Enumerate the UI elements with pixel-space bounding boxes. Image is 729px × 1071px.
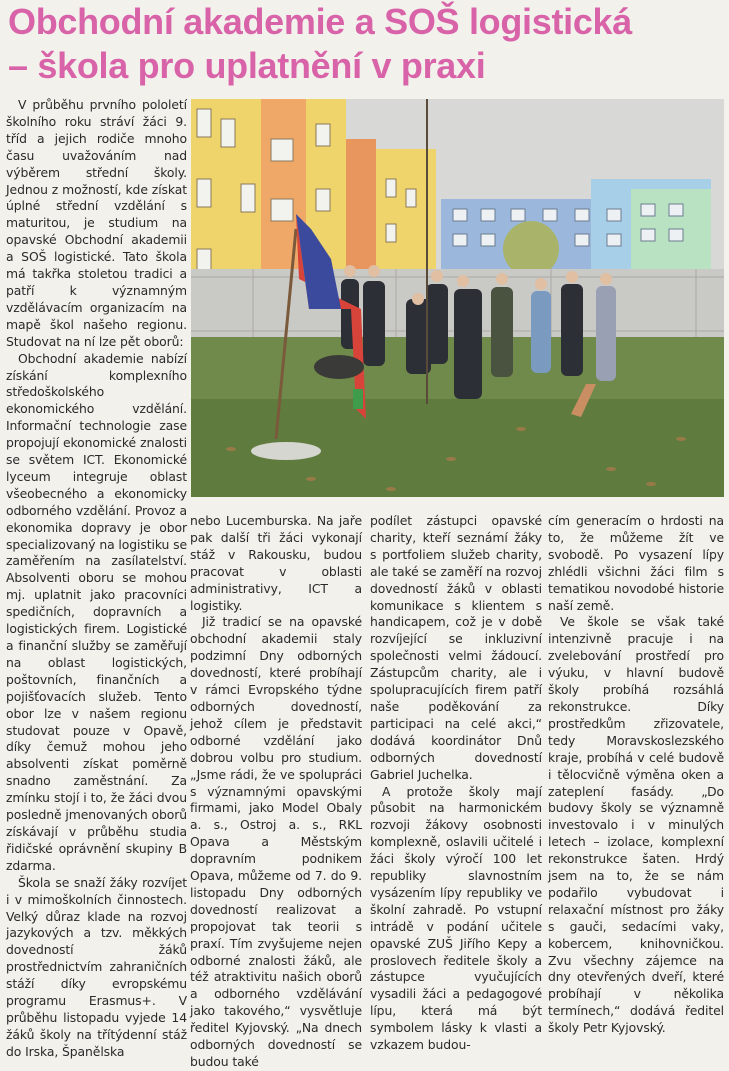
article-column-4 bbox=[548, 513, 724, 1037]
headline-line-2: – škola pro uplatnění v praxi bbox=[8, 45, 486, 86]
article-column-3 bbox=[370, 513, 542, 1054]
article-column-1 bbox=[6, 97, 187, 1061]
flag-base bbox=[251, 442, 321, 460]
paragraph: nebo Lucemburska. Na jaře pak další tři žáci vykonají stáž v Rakousku, budou pracovat v oblasti administrativy, ICT a logistiky. bbox=[190, 513, 362, 613]
paragraph: podílet zástupci opavské charity, kteří seznámí žáky s portfoliem služeb charity, ale také se zaměří na rozvoj dovedností žáků v oblasti komunikace s klientem s handicapem, což je v době rozvíjející se inkluzivní společnosti velmi žádoucí. Zástupcům charity, ale i spolupracujících firem patří naše poděkování za participaci na celé akci,“ dodává koordinátor Dnů odborných dovedností Gabriel Juchelka. bbox=[370, 513, 542, 782]
paragraph: cím generacím o hrdosti na to, že můžeme žít ve svobodě. Po vysazení lípy zhlédli všichni žáci film s tematikou novodobé historie naší země. bbox=[548, 513, 724, 613]
paragraph: Již tradicí se na opavské obchodní akademii staly podzimní Dny odborných dovedností, které probíhají v rámci Evropského týdne odborných dovedností, jehož cílem je představit odborné vzdělání jako dobrou volbu pro studium. „Jsme rádi, že ve spolupráci s významnými opavskými firmami, jako Model Obaly a. s., Ostroj a. s., RKL Opava a Městským dopravním podnikem Opava, můžeme od 7. do 9. listopadu Dny odborných dovedností realizovat a propojovat tak teorii s praxí. Tím zvyšujeme nejen odborné znalosti žáků, ale též atraktivitu našich oborů a odborného vzdělávání jako takového,“ vysvětluje ředitel Kyjovský. „Na dnech odborných dovedností se budou také bbox=[190, 614, 362, 1069]
wheelbarrow bbox=[314, 355, 364, 379]
paragraph: Škola se snaží žáky rozvíjet i v mimoškolních činnostech. Velký důraz klade na rozvoj jazykových a tzv. měkkých dovedností žáků prostřednictvím zahraničních stáží díky evropskému programu Erasmus+. V průběhu listopadu vyjede 14 žáků školy na třítýdenní stáž do Irska, Španělska bbox=[6, 874, 187, 1059]
watering-can bbox=[353, 389, 363, 409]
paragraph: Obchodní akademie nabízí získání komplexního středoškolského ekonomického vzdělání. Informační technologie zase propojují ekonomické znalosti se světem ICT. Ekonomické lyceum integruje oblast všeobecného a ekonomicky odborného vzdělání. Provoz a ekonomika dopravy je obor specializovaný na logistiku se zaměřením na zasílatelství. Absolventi oboru se mohou mj. uplatnit jako pracovníci spedičních, dopravních a logistických firem. Logistické a finanční služby se zaměřují na oblast logistických, poštovních, finančních a pojišťovacích služeb. Tento obor lze v našem regionu studovat pouze v Opavě, díky čemuž mohou jeho absolventi získat poměrně snadno zaměstnání. Za zmínku stojí i to, že žáci dvou posledně jmenovaných oborů získávají v průběhu studia řidičské oprávnění skupiny B zdarma. bbox=[6, 350, 187, 873]
article-headline bbox=[8, 0, 723, 88]
paragraph: Ve škole se však také intenzivně pracuje i na zvelebování prostředí pro výuku, v hlavní budově školy probíhá rozsáhlá rekonstrukce. Díky prostředkům zřizovatele, tedy Moravskoslezského kraje, probíhá v celé budově i tělocvičně výměna oken a zateplení fasády. „Do budovy školy se významně investovalo i v minulých letech – izolace, komplexní rekonstrukce šaten. Hrdý jsem na to, že se nám podařilo vybudovat i relaxační místnost pro žáky s gauči, sedacími vaky, kobercem, knihovničkou. Zvu všechny zájemce na dny otevřených dveří, které probíhají v několika termínech,“ dodává ředitel školy Petr Kyjovský. bbox=[548, 614, 724, 1036]
article-photo-tree-planting bbox=[191, 99, 724, 497]
headline-line-1: Obchodní akademie a SOŠ logistická bbox=[8, 1, 633, 42]
article-column-2 bbox=[190, 513, 362, 1071]
photo-illustration bbox=[191, 99, 724, 497]
background-tree bbox=[503, 221, 559, 277]
paragraph: A protože školy mají působit na harmonickém rozvoji žákovy osobnosti komplexně, oslavili učitelé i žáci školy výročí 100 let republiky slavnostním vysázením lípy republiky ve školní zahradě. Po vstupní intrádě v podání učitele opavské ZUŠ Jiřího Kepy a proslovech ředitele školy a zástupce vyučujících vysadili žáci a pedagogové lípu, která má být symbolem lásky k vlasti a vzkazem budou- bbox=[370, 783, 542, 1053]
paragraph: V průběhu prvního pololetí školního roku stráví žáci 9. tříd a jejich rodiče mnoho času uvažováním nad výběrem střední školy. Jednou z možností, kde získat úplné střední vzdělání s maturitou, je studium na opavské Obchodní akademii a SOŠ logistické. Tato škola má takřka stoletou tradici a patří k významným vzdělávacím organizacím na mapě škol našeho regionu. Studovat na ní lze pět oborů: bbox=[6, 97, 187, 349]
